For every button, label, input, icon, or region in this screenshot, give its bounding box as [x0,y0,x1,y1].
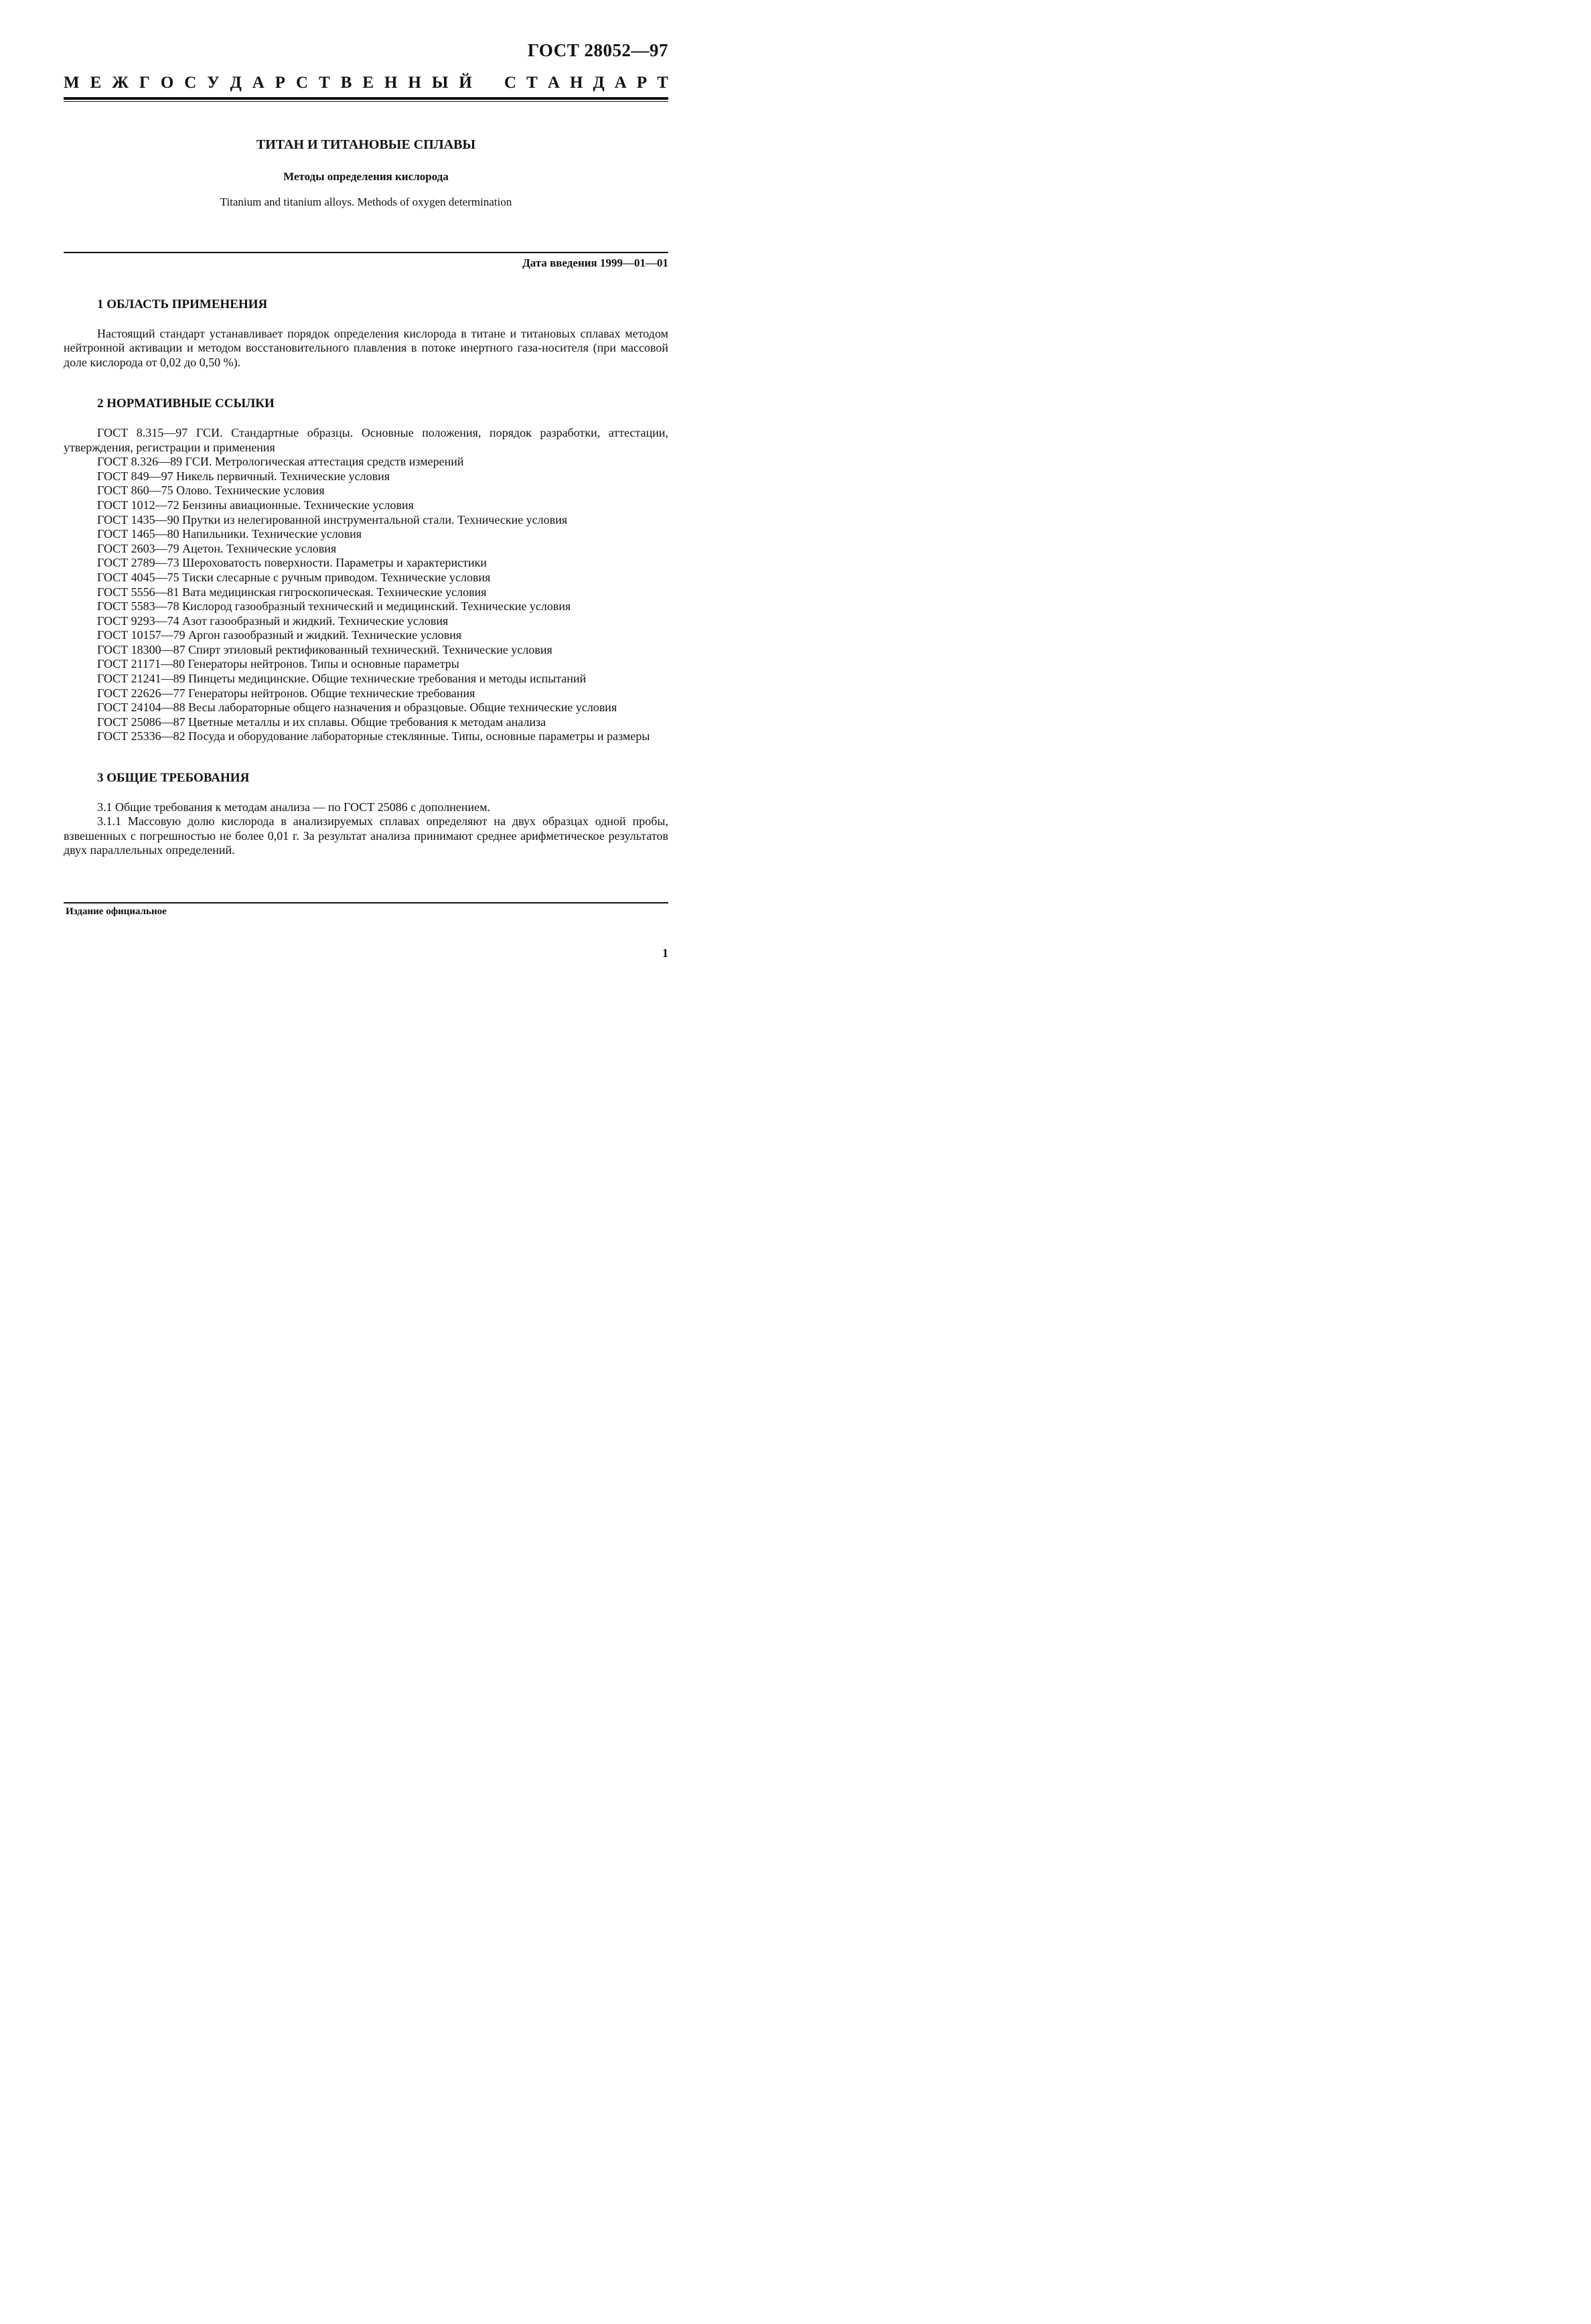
reference-item: ГОСТ 25086—87 Цветные металлы и их сплавы. Общие требования к методам анализа [97,715,546,729]
reference-item: ГОСТ 5583—78 Кислород газообразный технический и медицинский. Технические условия [97,599,571,613]
document-code: ГОСТ 28052—97 [527,40,668,60]
section-heading-references: 2 НОРМАТИВНЫЕ ССЫЛКИ [97,396,275,411]
header-rule-thin [64,101,668,102]
reference-item: ГОСТ 21241—89 Пинцеты медицинские. Общие технические требования и методы испытаний [97,672,587,686]
reference-item: ГОСТ 2789—73 Шероховатость поверхности. Параметры и характеристики [97,556,487,570]
reference-item: ГОСТ 22626—77 Генераторы нейтронов. Общие технические требования [97,686,475,700]
scope-paragraph: Настоящий стандарт устанавливает порядок определения кислорода в титане и титановых сплавах методом нейтронной активации и методом восстановительного плавления в потоке инертного газа-носителя (при массовой доле кислорода от 0,02 до 0,50 %). [64,326,668,369]
requirement-3-1: 3.1 Общие требования к методам анализа — по ГОСТ 25086 с дополнением. [97,800,491,814]
document-page [0,0,727,1029]
page-number: 1 [662,946,668,960]
header-rule-thick [64,97,668,100]
reference-item: ГОСТ 5556—81 Вата медицинская гигроскопическая. Технические условия [97,585,487,599]
reference-item: ГОСТ 1465—80 Напильники. Технические условия [97,527,362,541]
reference-item: ГОСТ 9293—74 Азот газообразный и жидкий. Технические условия [97,613,449,628]
reference-item: ГОСТ 4045—75 Тиски слесарные с ручным приводом. Технические условия [97,570,491,584]
reference-item: ГОСТ 2603—79 Ацетон. Технические условия [97,541,337,555]
interstate-word: М Е Ж Г О С У Д А Р С Т В Е Н Н Ы Й [64,74,472,92]
document-subtitle: Методы определения кислорода [283,170,449,183]
reference-item: ГОСТ 21171—80 Генераторы нейтронов. Типы и основные параметры [97,657,459,671]
document-english-title: Titanium and titanium alloys. Methods of oxygen determination [220,196,512,208]
references-list [64,426,668,744]
introduction-date: Дата введения 1999—01—01 [522,257,668,269]
reference-item: ГОСТ 18300—87 Спирт этиловый ректификованный технический. Технические условия [97,642,552,656]
standard-word: С Т А Н Д А Р Т [504,74,668,92]
requirement-3-1-1: 3.1.1 Массовую долю кислорода в анализируемых сплавах определяют на двух образцах одной пробы, взвешенных с погрешностью не более 0,01 г. За результат анализа принимают среднее арифметическое результатов двух параллельных определений. [64,814,668,857]
reference-item: ГОСТ 849—97 Никель первичный. Технические условия [97,469,390,483]
section-heading-scope: 1 ОБЛАСТЬ ПРИМЕНЕНИЯ [97,297,268,311]
reference-item: ГОСТ 1435—90 Прутки из нелегированной инструментальной стали. Технические условия [97,512,568,526]
document-title: ТИТАН И ТИТАНОВЫЕ СПЛАВЫ [256,137,476,152]
section-heading-general-requirements: 3 ОБЩИЕ ТРЕБОВАНИЯ [97,771,250,786]
reference-item: ГОСТ 24104—88 Весы лабораторные общего назначения и образцовые. Общие технические условия [97,701,617,715]
reference-item: ГОСТ 1012—72 Бензины авиационные. Технические условия [97,498,414,512]
document-body [64,297,668,858]
interstate-standard-heading [64,74,668,92]
title-rule [64,252,668,253]
reference-item: ГОСТ 8.315—97 ГСИ. Стандартные образцы. Основные положения, порядок разработки, аттестации, утверждения, регистрации и применения [64,425,668,454]
edition-label: Издание официальное [66,906,167,917]
reference-item: ГОСТ 860—75 Олово. Технические условия [97,484,325,498]
reference-item: ГОСТ 8.326—89 ГСИ. Метрологическая аттестация средств измерений [97,455,464,469]
reference-item: ГОСТ 10157—79 Аргон газообразный и жидкий. Технические условия [97,628,462,642]
reference-item: ГОСТ 25336—82 Посуда и оборудование лабораторные стеклянные. Типы, основные параметры и размеры [97,729,650,743]
footer-rule [64,902,668,903]
